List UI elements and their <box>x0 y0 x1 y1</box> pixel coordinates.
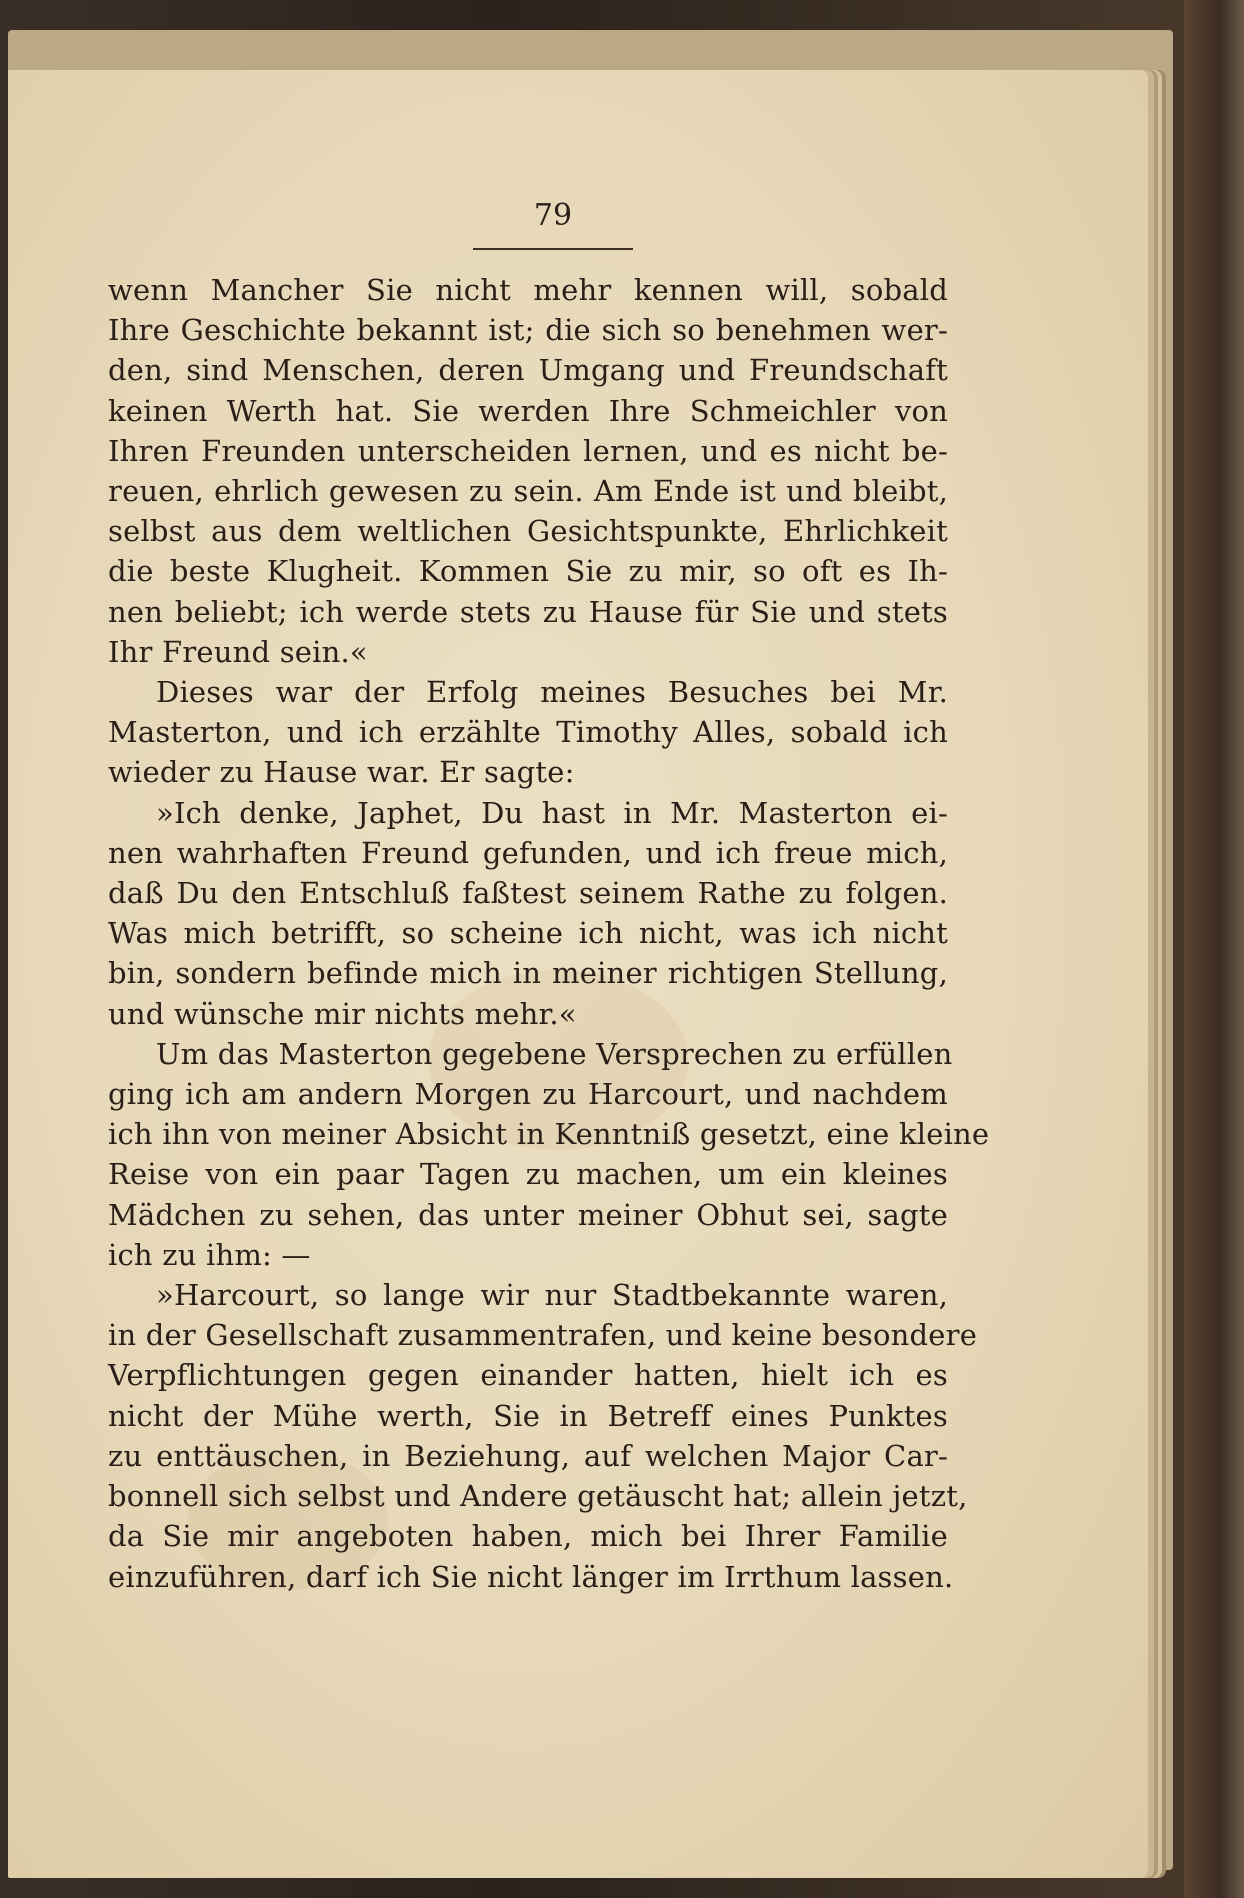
text-line: ich zu ihm: — <box>108 1237 311 1272</box>
book-page <box>8 70 1148 1878</box>
text-line: Mädchen zu sehen, das unter meiner Obhut sei, sagte <box>108 1197 948 1232</box>
text-line: selbst aus dem weltlichen Gesichtspunkte, Ehrlichkeit <box>108 514 948 549</box>
text-line: zu enttäuschen, in Beziehung, auf welchen Major Car- <box>108 1438 948 1473</box>
text-line: keinen Werth hat. Sie werden Ihre Schmeichler von <box>108 393 948 428</box>
book-binding-edge <box>1184 0 1244 1898</box>
text-line: Was mich betrifft, so scheine ich nicht, was ich nicht <box>108 916 948 951</box>
text-line: in der Gesellschaft zusammentrafen, und keine besondere <box>108 1318 978 1353</box>
text-line: wieder zu Hause war. Er sagte: <box>108 755 575 790</box>
text-line: »Ich denke, Japhet, Du hast in Mr. Masterton ei- <box>156 795 948 830</box>
page-stack <box>8 30 1173 1870</box>
text-line: und wünsche mir nichts mehr.« <box>108 996 577 1031</box>
text-line: ging ich am andern Morgen zu Harcourt, und nachdem <box>108 1077 948 1112</box>
text-line: Ihren Freunden unterscheiden lernen, und es nicht be- <box>108 433 948 468</box>
text-line: Um das Masterton gegebene Versprechen zu erfüllen <box>156 1036 953 1071</box>
text-line: nen wahrhaften Freund gefunden, und ich freue mich, <box>108 835 948 870</box>
text-line: »Harcourt, so lange wir nur Stadtbekannte waren, <box>156 1278 948 1313</box>
text-line: den, sind Menschen, deren Umgang und Freundschaft <box>108 353 948 388</box>
text-line: Masterton, und ich erzählte Timothy Alles, sobald ich <box>108 715 948 750</box>
text-line: nen beliebt; ich werde stets zu Hause für Sie und stets <box>108 594 948 629</box>
text-line: wenn Mancher Sie nicht mehr kennen will, sobald <box>108 273 948 307</box>
text-line: Ihre Geschichte bekannt ist; die sich so benehmen wer- <box>108 313 948 348</box>
text-line: Reise von ein paar Tagen zu machen, um ein kleines <box>108 1157 948 1192</box>
text-line: daß Du den Entschluß faßtest seinem Rathe zu folgen. <box>108 876 948 911</box>
body-text <box>108 270 990 1597</box>
text-line: bonnell sich selbst und Andere getäuscht hat; allein jetzt, <box>108 1479 968 1514</box>
text-line: die beste Klugheit. Kommen Sie zu mir, so oft es Ih- <box>108 554 948 589</box>
text-line: einzuführen, darf ich Sie nicht länger im Irrthum lassen. <box>108 1559 954 1594</box>
text-line: ich ihn von meiner Absicht in Kenntniß gesetzt, eine kleine <box>108 1117 990 1152</box>
text-line: bin, sondern befinde mich in meiner richtigen Stellung, <box>108 956 948 991</box>
text-line: Verpflichtungen gegen einander hatten, hielt ich es <box>108 1358 948 1393</box>
text-line: Dieses war der Erfolg meines Besuches bei Mr. <box>156 675 948 710</box>
text-line: reuen, ehrlich gewesen zu sein. Am Ende ist und bleibt, <box>108 474 948 509</box>
page-number-rule <box>473 248 633 250</box>
page-number: 79 <box>533 198 573 233</box>
text-line: Ihr Freund sein.« <box>108 634 368 669</box>
text-line: da Sie mir angeboten haben, mich bei Ihrer Familie <box>108 1519 948 1554</box>
text-line: nicht der Mühe werth, Sie in Betreff eines Punktes <box>108 1398 948 1433</box>
